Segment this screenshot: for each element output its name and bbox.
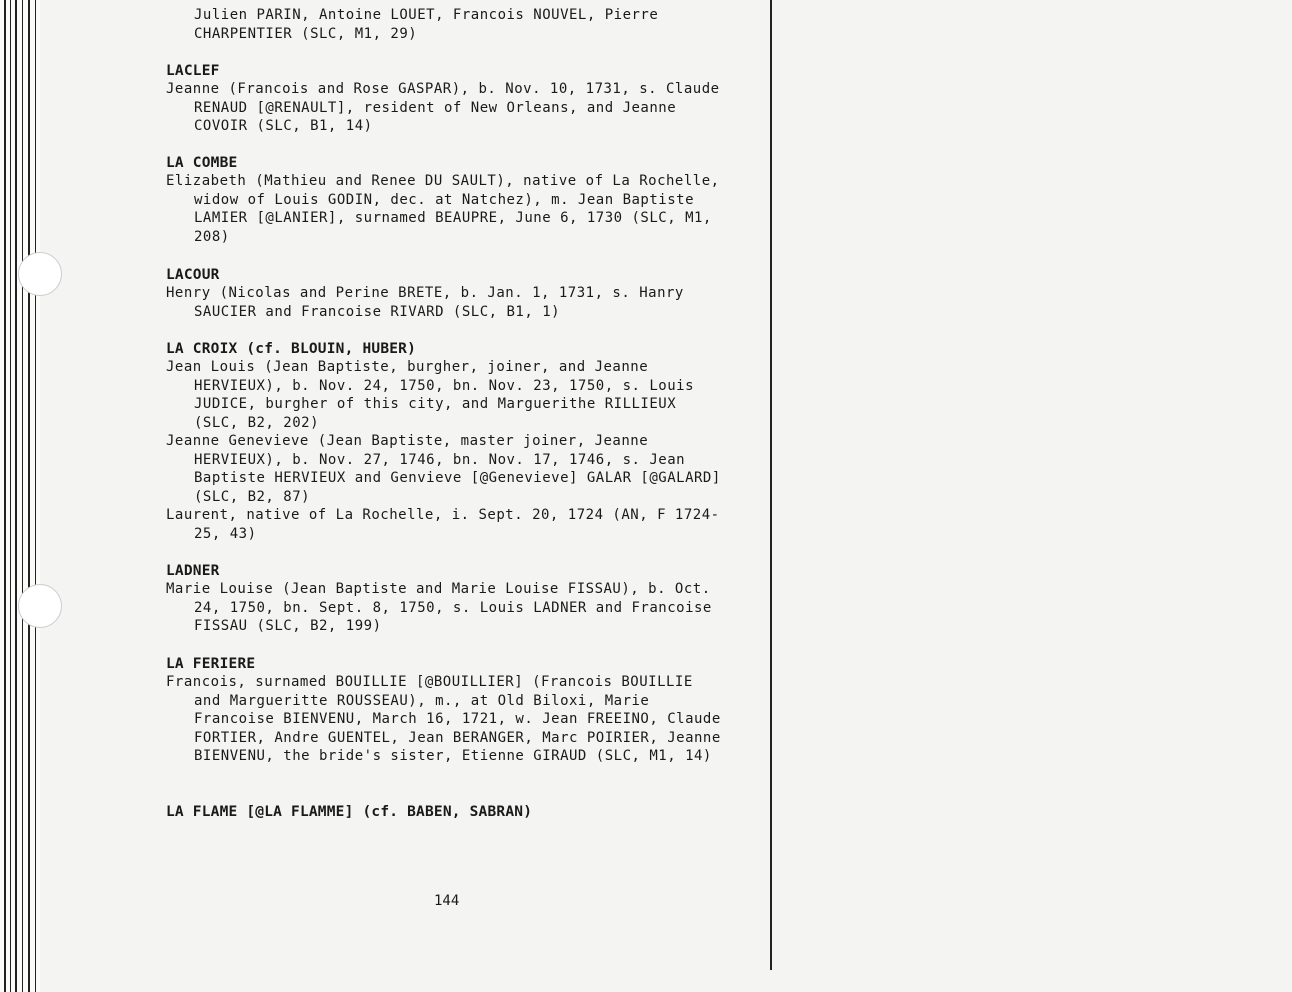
entry-heading: LADNER [166, 563, 220, 579]
punch-hole [18, 584, 62, 628]
entry-paragraph: Jeanne Genevieve (Jean Baptiste, master joiner, Jeanne HERVIEUX), b. Nov. 27, 1746, bn. Nov. 17, 1746, s. Jean Baptiste HERVIEUX and Genvieve [@Genevieve] GALAR [@GALARD] (SLC, B2, 87) [166, 433, 721, 505]
continuation-text [166, 6, 726, 43]
entry-paragraph: Jeanne (Francois and Rose GASPAR), b. Nov. 10, 1731, s. Claude RENAUD [@RENAULT], resident of New Orleans, and Jeanne COVOIR (SLC, B1, 14) [166, 81, 720, 134]
continuation-line: CHARPENTIER (SLC, M1, 29) [194, 25, 418, 42]
entry-paragraph: Marie Louise (Jean Baptiste and Marie Louise FISSAU), b. Oct. 24, 1750, bn. Sept. 8, 1750, s. Louis LADNER and Francoise FISSAU (SLC, B2, 199) [166, 581, 712, 634]
entry-paragraph: Francois, surnamed BOUILLIE [@BOUILLIER] (Francois BOUILLIE and Margueritte ROUSSEAU), m., at Old Biloxi, Marie Francoise BIENVENU, March 16, 1721, w. Jean FREEINO, Claude FORTIER, Andre GUENTEL, Jean BERANGER, Marc POIRIER, Jeanne BIENVENU, the bride's sister, Etienne GIRAUD (SLC, M1, 14) [166, 674, 721, 764]
entry-ladner [166, 562, 726, 636]
entry-paragraph: Laurent, native of La Rochelle, i. Sept. 20, 1724 (AN, F 1724-25, 43) [166, 507, 720, 542]
entry-heading: LA FLAME [@LA FLAMME] (cf. BABEN, SABRAN) [166, 804, 533, 820]
entry-heading: LA COMBE [166, 155, 238, 171]
entry-la-combe [166, 154, 726, 246]
entry-la-croix [166, 340, 726, 543]
continuation-line: Julien PARIN, Antoine LOUET, Francois NOUVEL, Pierre [194, 7, 659, 23]
entry-paragraph: Jean Louis (Jean Baptiste, burgher, joiner, and Jeanne HERVIEUX), b. Nov. 24, 1750, bn. Nov. 23, 1750, s. Louis JUDICE, burgher of this city, and Marguerithe RILLIEUX (SLC, B2, 202) [166, 359, 695, 431]
entry-la-feriere [166, 655, 726, 766]
entry-paragraph: Henry (Nicolas and Perine BRETE, b. Jan. 1, 1731, s. Hanry SAUCIER and Francoise RIVARD (SLC, B1, 1) [166, 285, 684, 320]
entry-lacour [166, 266, 726, 321]
entry-la-flame [166, 803, 726, 821]
entry-laclef [166, 62, 726, 136]
entry-heading: LA CROIX (cf. BLOUIN, HUBER) [166, 341, 417, 357]
entry-paragraph: Elizabeth (Mathieu and Renee DU SAULT), native of La Rochelle, widow of Louis GODIN, dec. at Natchez), m. Jean Baptiste LAMIER [@LANIER], surnamed BEAUPRE, June 6, 1730 (SLC, M1, 208) [166, 173, 720, 245]
entry-heading: LA FERIERE [166, 656, 256, 672]
page-number: 144 [434, 893, 460, 909]
binding-edge [0, 0, 40, 992]
entry-heading: LACOUR [166, 267, 220, 283]
page-gutter [770, 0, 772, 970]
punch-hole [18, 252, 62, 296]
entry-heading: LACLEF [166, 63, 220, 79]
